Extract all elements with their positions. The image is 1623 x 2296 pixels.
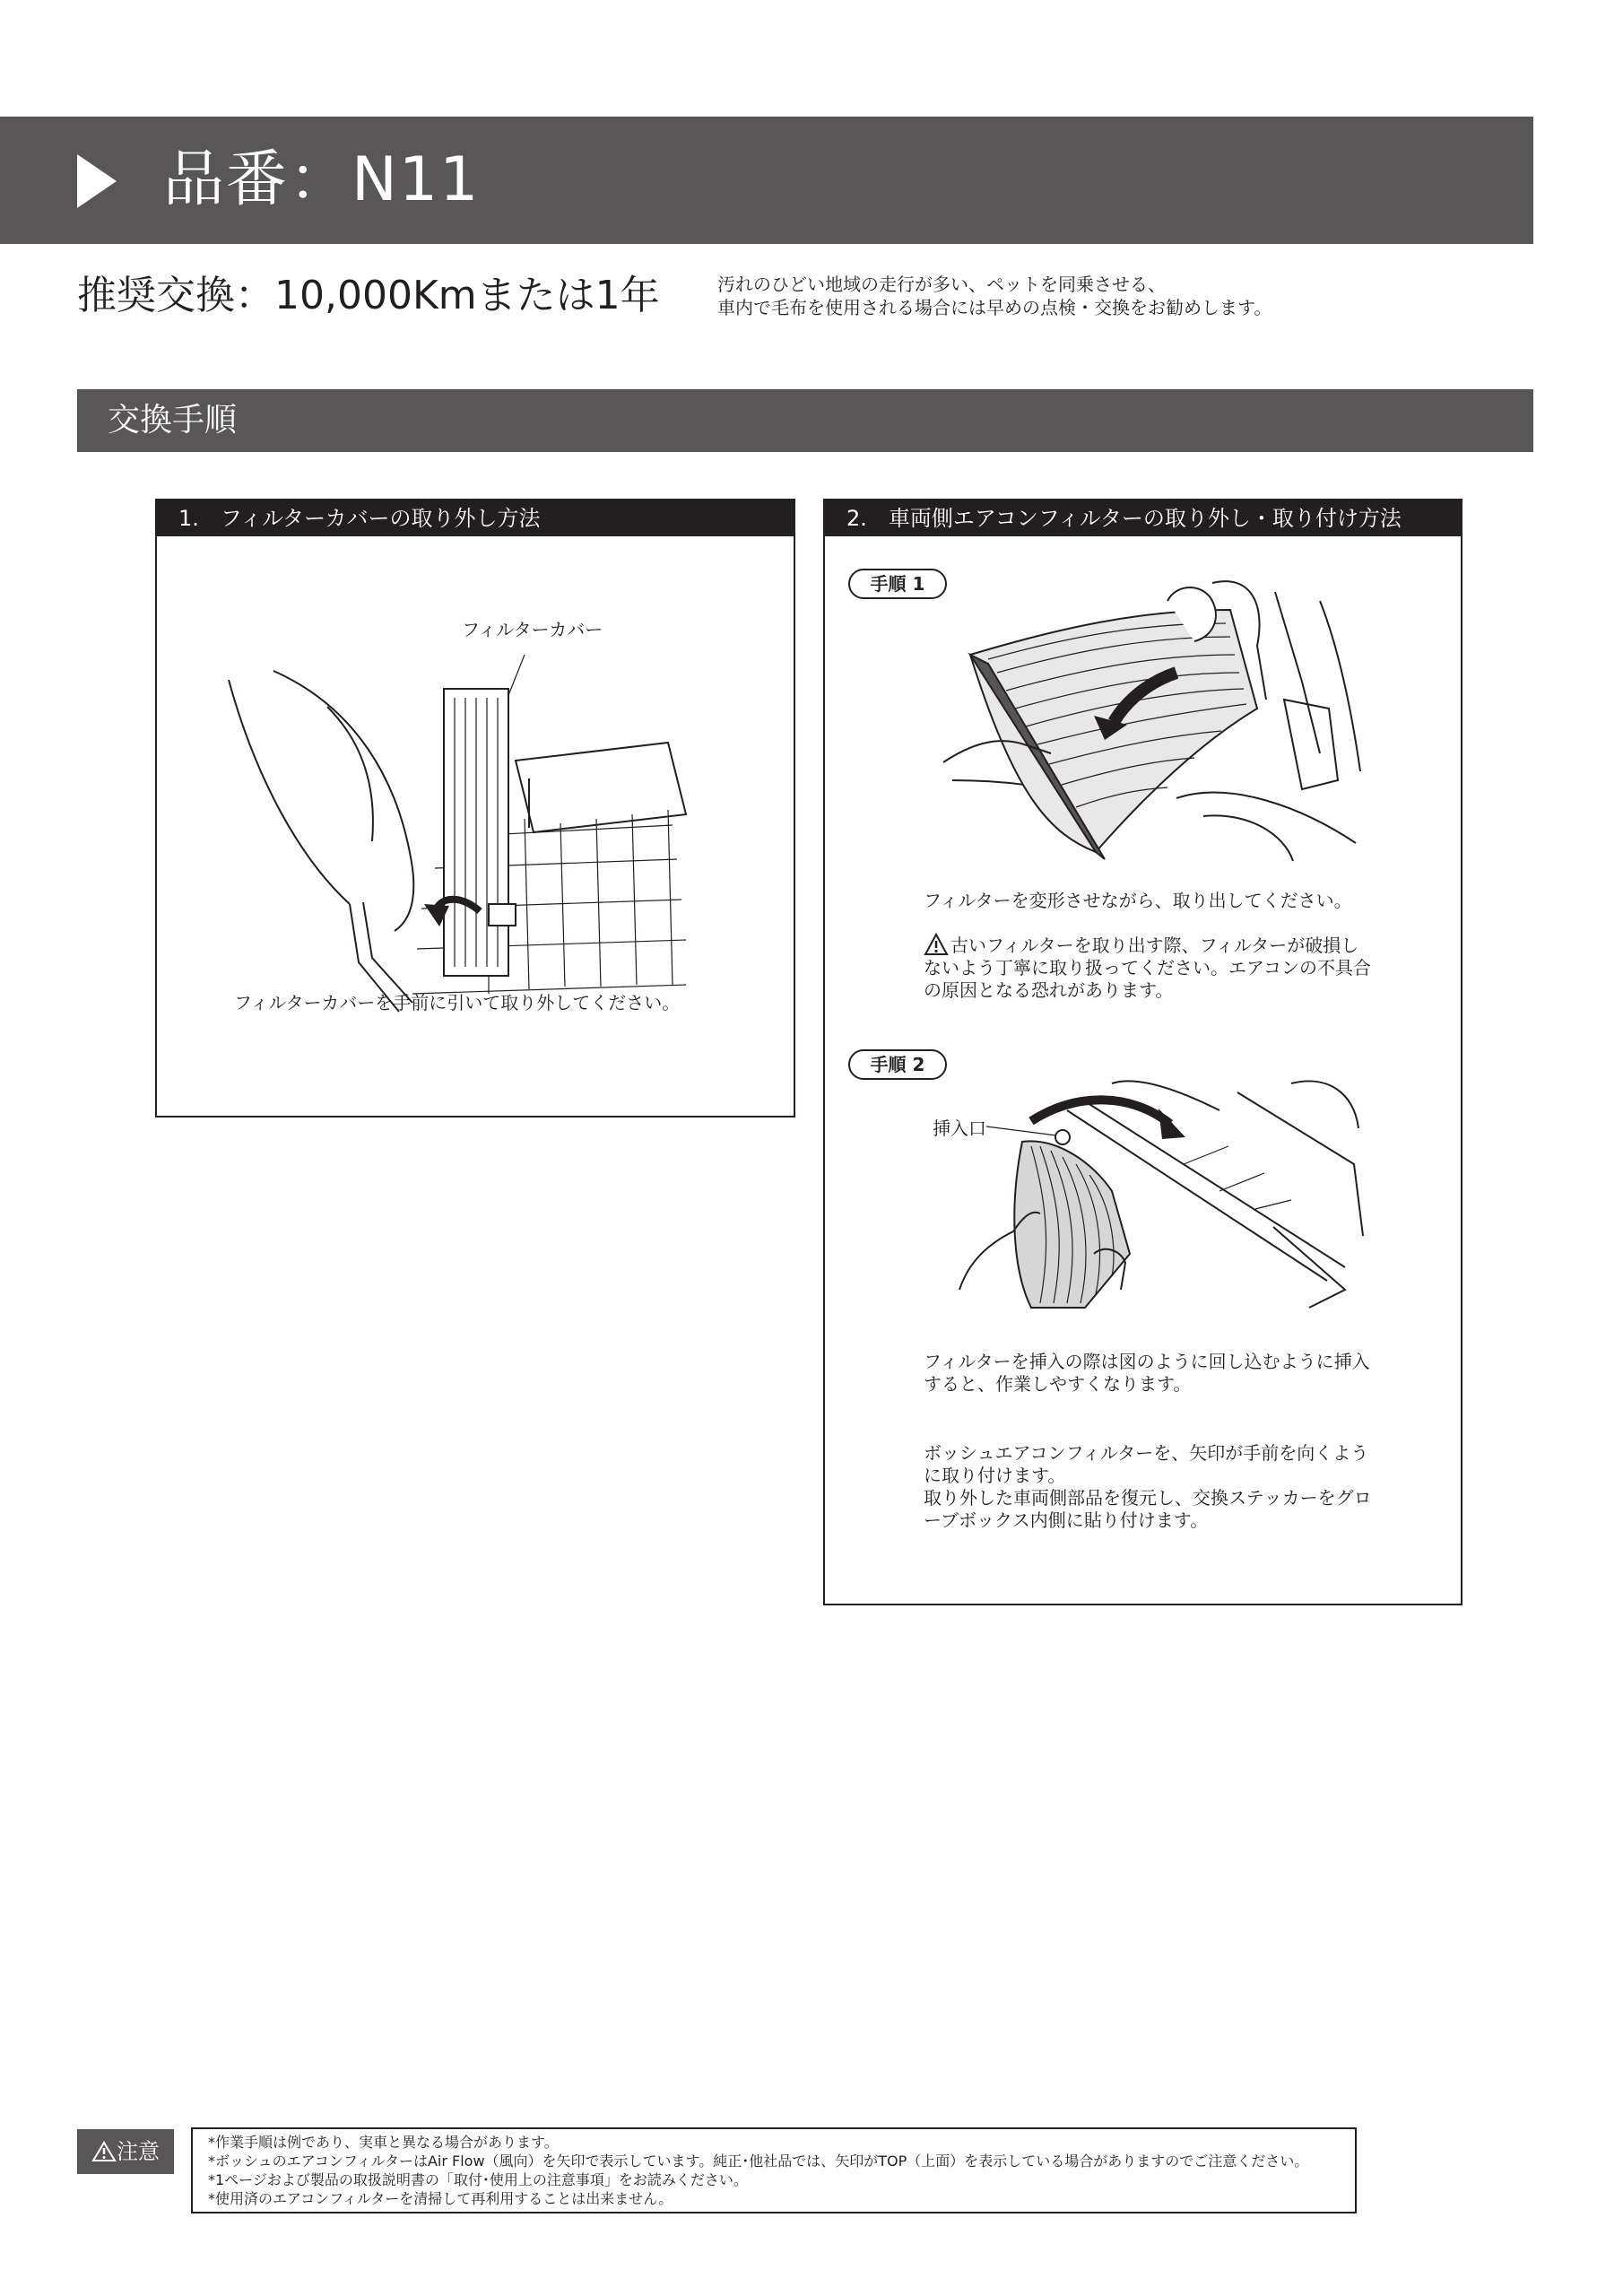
caution-label-text: 注意 <box>117 2139 160 2164</box>
section-title: 交換手順 <box>108 402 238 439</box>
play-triangle-icon <box>77 154 117 208</box>
panel1-caption: フィルターカバーを手前に引いて取り外してください。 <box>234 992 681 1013</box>
step-2-badge: 手順 2 <box>848 1049 947 1080</box>
step-1-caption: フィルターを変形させながら、取り出してください。 <box>924 890 1352 911</box>
step-2-caption-line: フィルターを挿入の際は図のように回し込むように挿入 <box>924 1351 1370 1372</box>
caution-note: *作業手順は例であり、実車と異なる場合があります。 <box>208 2134 559 2151</box>
step-1-warning-line: ないよう丁寧に取り扱ってください。エアコンの不具合 <box>924 957 1371 978</box>
caution-note: *ボッシュのエアコンフィルターはAir Flow（風向）を矢印で表示しています。純正･他社品では、矢印がTOP（上面）を表示している場合がありますのでご注意ください。 <box>208 2152 1309 2170</box>
step-2-note-line: 取り外した車両側部品を復元し、交換ステッカーをグロ <box>924 1487 1372 1509</box>
page-title: 品番：N11 <box>163 144 481 215</box>
insertion-port-callout: 挿入口 <box>933 1118 986 1139</box>
step-2-note-line: ーブボックス内側に貼り付けます。 <box>924 1509 1209 1531</box>
panel-cabin-filter <box>823 499 1462 1605</box>
filter-removal-illustration <box>943 574 1365 870</box>
panel-title: 2. 車両側エアコンフィルターの取り外し・取り付け方法 <box>825 500 1461 536</box>
panel-filter-cover <box>155 499 795 1118</box>
recommendation-note-line: 車内で毛布を使用される場合には早めの点検・交換をお勧めします。 <box>717 297 1272 318</box>
step-1-warning-line: の原因となる恐れがあります。 <box>924 979 1174 1001</box>
step-2-note-line: ボッシュエアコンフィルターを、矢印が手前を向くよう <box>924 1442 1369 1464</box>
filter-cover-callout: フィルターカバー <box>462 619 603 640</box>
recommendation-note <box>717 273 1271 319</box>
filter-cover-illustration <box>220 635 758 1030</box>
recommendation-note-line: 汚れのひどい地域の走行が多い、ペットを同乗させる、 <box>717 274 1166 295</box>
caution-note: *使用済のエアコンフィルターを清掃して再利用することは出来ません。 <box>208 2190 673 2207</box>
filter-insertion-illustration <box>950 1074 1372 1326</box>
caution-notes <box>208 2133 1308 2208</box>
step-2-caption-line: すると、作業しやすくなります。 <box>924 1373 1192 1395</box>
section-band <box>77 389 1533 452</box>
step-2-note-line: に取り付けます。 <box>924 1465 1066 1486</box>
caution-label <box>77 2129 174 2174</box>
step-1-badge: 手順 1 <box>848 569 947 599</box>
recommended-interval: 推奨交換：10,000Kmまたは1年 <box>77 273 660 318</box>
panel-title: 1. フィルターカバーの取り外し方法 <box>157 500 794 536</box>
caution-note: *1ページおよび製品の取扱説明書の「取付･使用上の注意事項」をお読みください。 <box>208 2171 748 2188</box>
warning-triangle-icon <box>924 933 949 956</box>
step-1-warning-line: 古いフィルターを取り出す際、フィルターが破損し <box>950 935 1359 956</box>
caution-warning-icon <box>91 2141 117 2162</box>
